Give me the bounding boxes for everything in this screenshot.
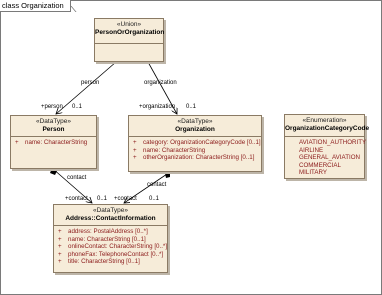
class-contact-information[interactable] xyxy=(53,204,168,273)
enum-literal: AVIATION_AUTHORITY xyxy=(299,139,367,146)
class-person-or-organization[interactable] xyxy=(94,18,164,62)
attribute: + name: CharacterString xyxy=(15,139,88,146)
attribute: + address: PostalAddress [0..*] xyxy=(58,228,148,235)
role-label-person: person xyxy=(81,80,100,86)
role-label-contact-right: contact xyxy=(147,182,167,188)
frame-title: class Organization xyxy=(0,0,71,12)
stereotype-label: «Union» xyxy=(116,21,142,28)
stereotype-label: «Enumeration» xyxy=(302,117,347,124)
attribute: + phoneFax: TelephoneContact [0..*] xyxy=(58,250,164,258)
class-name: OrganizationCategoryCode xyxy=(285,125,370,132)
multiplicity-person: 0..1 xyxy=(72,104,83,110)
end-label-plus-person: +person xyxy=(41,104,63,110)
class-name: Person xyxy=(42,126,65,133)
composition-diamond-person-contact xyxy=(50,168,57,175)
attribute: + name: CharacterString [0..1] xyxy=(58,235,146,243)
class-name: Address::ContactInformation xyxy=(65,215,156,222)
attribute: + name: CharacterString xyxy=(133,146,206,154)
class-name: PersonOrOrganization xyxy=(95,29,165,36)
stereotype-label: «DataType» xyxy=(177,118,213,125)
link-union-person xyxy=(56,62,116,114)
attribute: + onlineContact: CharacterString [0..*] xyxy=(58,243,168,251)
role-label-contact-left: contact xyxy=(67,175,87,181)
multiplicity-contact-right: 0..1 xyxy=(149,196,160,202)
end-label-plus-contact-right: +contact xyxy=(114,196,137,202)
attribute: + title: CharacterString [0..1] xyxy=(58,258,140,266)
class-person[interactable] xyxy=(10,115,97,169)
multiplicity-organization: 0..1 xyxy=(186,104,197,110)
composition-diamond-organization-contact xyxy=(165,172,170,178)
enum-organization-category-code[interactable] xyxy=(284,114,370,179)
role-label-organization: organization xyxy=(144,80,177,86)
enum-literal: AIRLINE xyxy=(299,146,324,154)
multiplicity-contact-left: 0..1 xyxy=(97,196,108,202)
end-label-plus-organization: +organization xyxy=(139,104,176,110)
class-name: Organization xyxy=(175,126,215,133)
enum-literal: GENERAL_AVIATION xyxy=(299,154,360,162)
enum-literal: COMMERCIAL xyxy=(299,161,341,169)
stereotype-label: «DataType» xyxy=(92,207,129,214)
end-label-plus-contact-left: +contact xyxy=(65,196,88,202)
attribute: + category: OrganizationCategoryCode [0..1] xyxy=(133,139,261,146)
stereotype-label: «DataType» xyxy=(35,118,72,125)
enum-literal: MILITARY xyxy=(299,169,327,177)
attribute: + otherOrganization: CharacterString [0..1] xyxy=(133,154,255,162)
class-organization[interactable] xyxy=(128,115,262,172)
